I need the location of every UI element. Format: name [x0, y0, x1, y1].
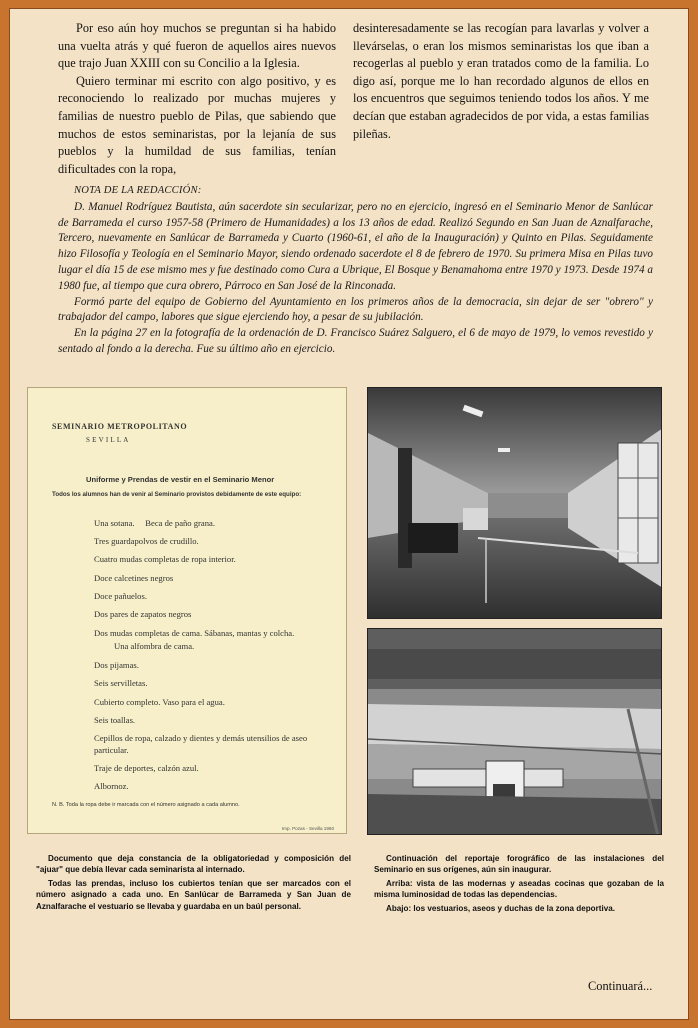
article-right-column: [353, 20, 649, 143]
photo-caption: [374, 853, 664, 916]
list-item: Doce pañuelos.: [94, 590, 147, 601]
uniform-list-document: [27, 387, 347, 834]
document-title: Uniforme y Prendas de vestir en el Seminario Menor: [86, 475, 275, 484]
list-item: Dos pares de zapatos negros: [94, 609, 192, 620]
document-imprint: Imp. Pozas - Sevilla 1960: [281, 826, 334, 831]
list-item: Cepillos de ropa, calzado y dientes y demás utensilios de aseo particular.: [94, 733, 308, 756]
list-item: Una alfombra de cama.: [114, 641, 195, 652]
list-item: Traje de deportes, calzón azul.: [94, 763, 199, 774]
list-item: Dos pijamas.: [94, 660, 139, 671]
editorial-note: [58, 183, 653, 358]
document-subtitle: Todos los alumnos han de venir al Seminario provistos debidamente de este equipo:: [52, 491, 302, 498]
sports-area-photo-image: [368, 629, 662, 835]
caption-paragraph: Continuación del reportaje forográfico de las instalaciones del Seminario en sus orígenes, aún sin inaugurar.: [374, 854, 664, 875]
caption-paragraph: Documento que deja constancia de la obligatoriedad y composición del "ajuar" que debía llevar cada seminarista al internado.: [36, 854, 351, 875]
list-item: Seis servilletas.: [94, 678, 148, 689]
list-item: Una sotana. Beca de paño grana.: [94, 518, 215, 528]
article-paragraph: Quiero terminar mi escrito con algo positivo, y es reconociendo lo realizado por muchas mujeres y familias de nuestro pueblo de Pilas, que sabiendo que muchos de estos seminaristas, por la lejanía de sus pueblos y la humildad de sus familias, tenían dificultades con la ropa,: [58, 73, 336, 176]
list-item: Cubierto completo. Vaso para el agua.: [94, 696, 225, 707]
note-paragraph: D. Manuel Rodríguez Bautista, aún sacerdote sin secularizar, pero no en ejercicio, ingresó en el Seminario Menor de Sanlúcar de Barrameda el curso 1957-58 (Primero de Humanidades) a los 13 años de edad. Realizó Segundo en San Juan de Aznalfarache, Tercero, nuevamente en Sanlúcar de Barrameda y Cuarto (1960-61, el año de la Inauguración) y Quinto en Pilas. Seguidamente hizo Filosofía y Teología en el Seminario Mayor, siendo ordenado sacerdote el 8 de febrero de 1970. Su primera Misa en Pilas tuvo lugar el día 15 de ese mismo mes y fue destinado como Cura a Ubrique, El Bosque y Benamahoma entre 1970 y 1973. Desde 1974 a 1980 fue, al tiempo que cura obrero, Párroco en San José de la Rinconada.: [58, 200, 653, 292]
list-item: Seis toallas.: [94, 714, 136, 725]
note-paragraph: En la página 27 en la fotografía de la ordenación de D. Francisco Suárez Salguero, el 6 de mayo de 1979, lo vemos revestido y sentado al fondo a la derecha. Fue su último año en ejercicio.: [58, 327, 653, 355]
article-left-column: [58, 20, 336, 178]
note-heading: NOTA DE LA REDACCIÓN:: [74, 185, 202, 196]
list-item: Albornoz.: [94, 781, 129, 792]
list-item: Doce calcetines negros: [94, 572, 174, 583]
continuation-text: Continuará...: [588, 979, 653, 993]
kitchen-photo: [367, 387, 662, 619]
note-paragraph: Formó parte del equipo de Gobierno del Ayuntamiento en los primeros años de la democracia, sin dejar de ser "obrero" y trabajador del campo, labores que sigue ejerciendo hoy, a pesar de su jubilación.: [58, 295, 653, 324]
kitchen-photo-image: [368, 388, 662, 619]
list-item: Tres guardapolvos de crudillo.: [94, 536, 199, 547]
caption-paragraph: Todas las prendas, incluso los cubiertos tenían que ser marcados con el número asignado a cada uno. En Sanlúcar de Barrameda y San Juan de Aznalfarache el vestuario se llevaba y guardaba en un baúl personal.: [36, 878, 351, 911]
document-institution: SEMINARIO METROPOLITANO: [52, 422, 188, 431]
document-caption: [36, 853, 351, 914]
caption-paragraph: Abajo: los vestuarios, aseos y duchas de la zona deportiva.: [386, 903, 615, 913]
document-item-list: [94, 514, 334, 795]
document-footnote: N. B. Toda la ropa debe ir marcada con el número asignado a cada alumno.: [52, 802, 240, 808]
caption-paragraph: Arriba: vista de las modernas y aseadas cocinas que gozaban de la misma luminosidad de todas las dependencias.: [374, 878, 664, 900]
article-paragraph: Por eso aún hoy muchos se preguntan si ha habido una vuelta atrás y qué fueron de aquellos aires nuevos que trajo Juan XXIII con su Concilio a la Iglesia.: [58, 21, 336, 71]
document-city: SEVILLA: [86, 436, 131, 444]
list-item: Cuatro mudas completas de ropa interior.: [94, 554, 236, 565]
article-paragraph: desinteresadamente se las recogían para lavarlas y volver a llevárselas, o eran los mismos seminaristas los que iban a recogerlas al pueblo y eran tratados como de la familia. Lo digo así, porque me lo han recordado algunos de ellos en los encuentros que seguimos teniendo todos los años. Y me decían que estaban agradecidos de por vida, a estas familias pileñas.: [353, 21, 649, 141]
sports-area-photo: [367, 628, 662, 835]
list-item: Dos mudas completas de cama. Sábanas, mantas y colcha.: [94, 628, 295, 639]
